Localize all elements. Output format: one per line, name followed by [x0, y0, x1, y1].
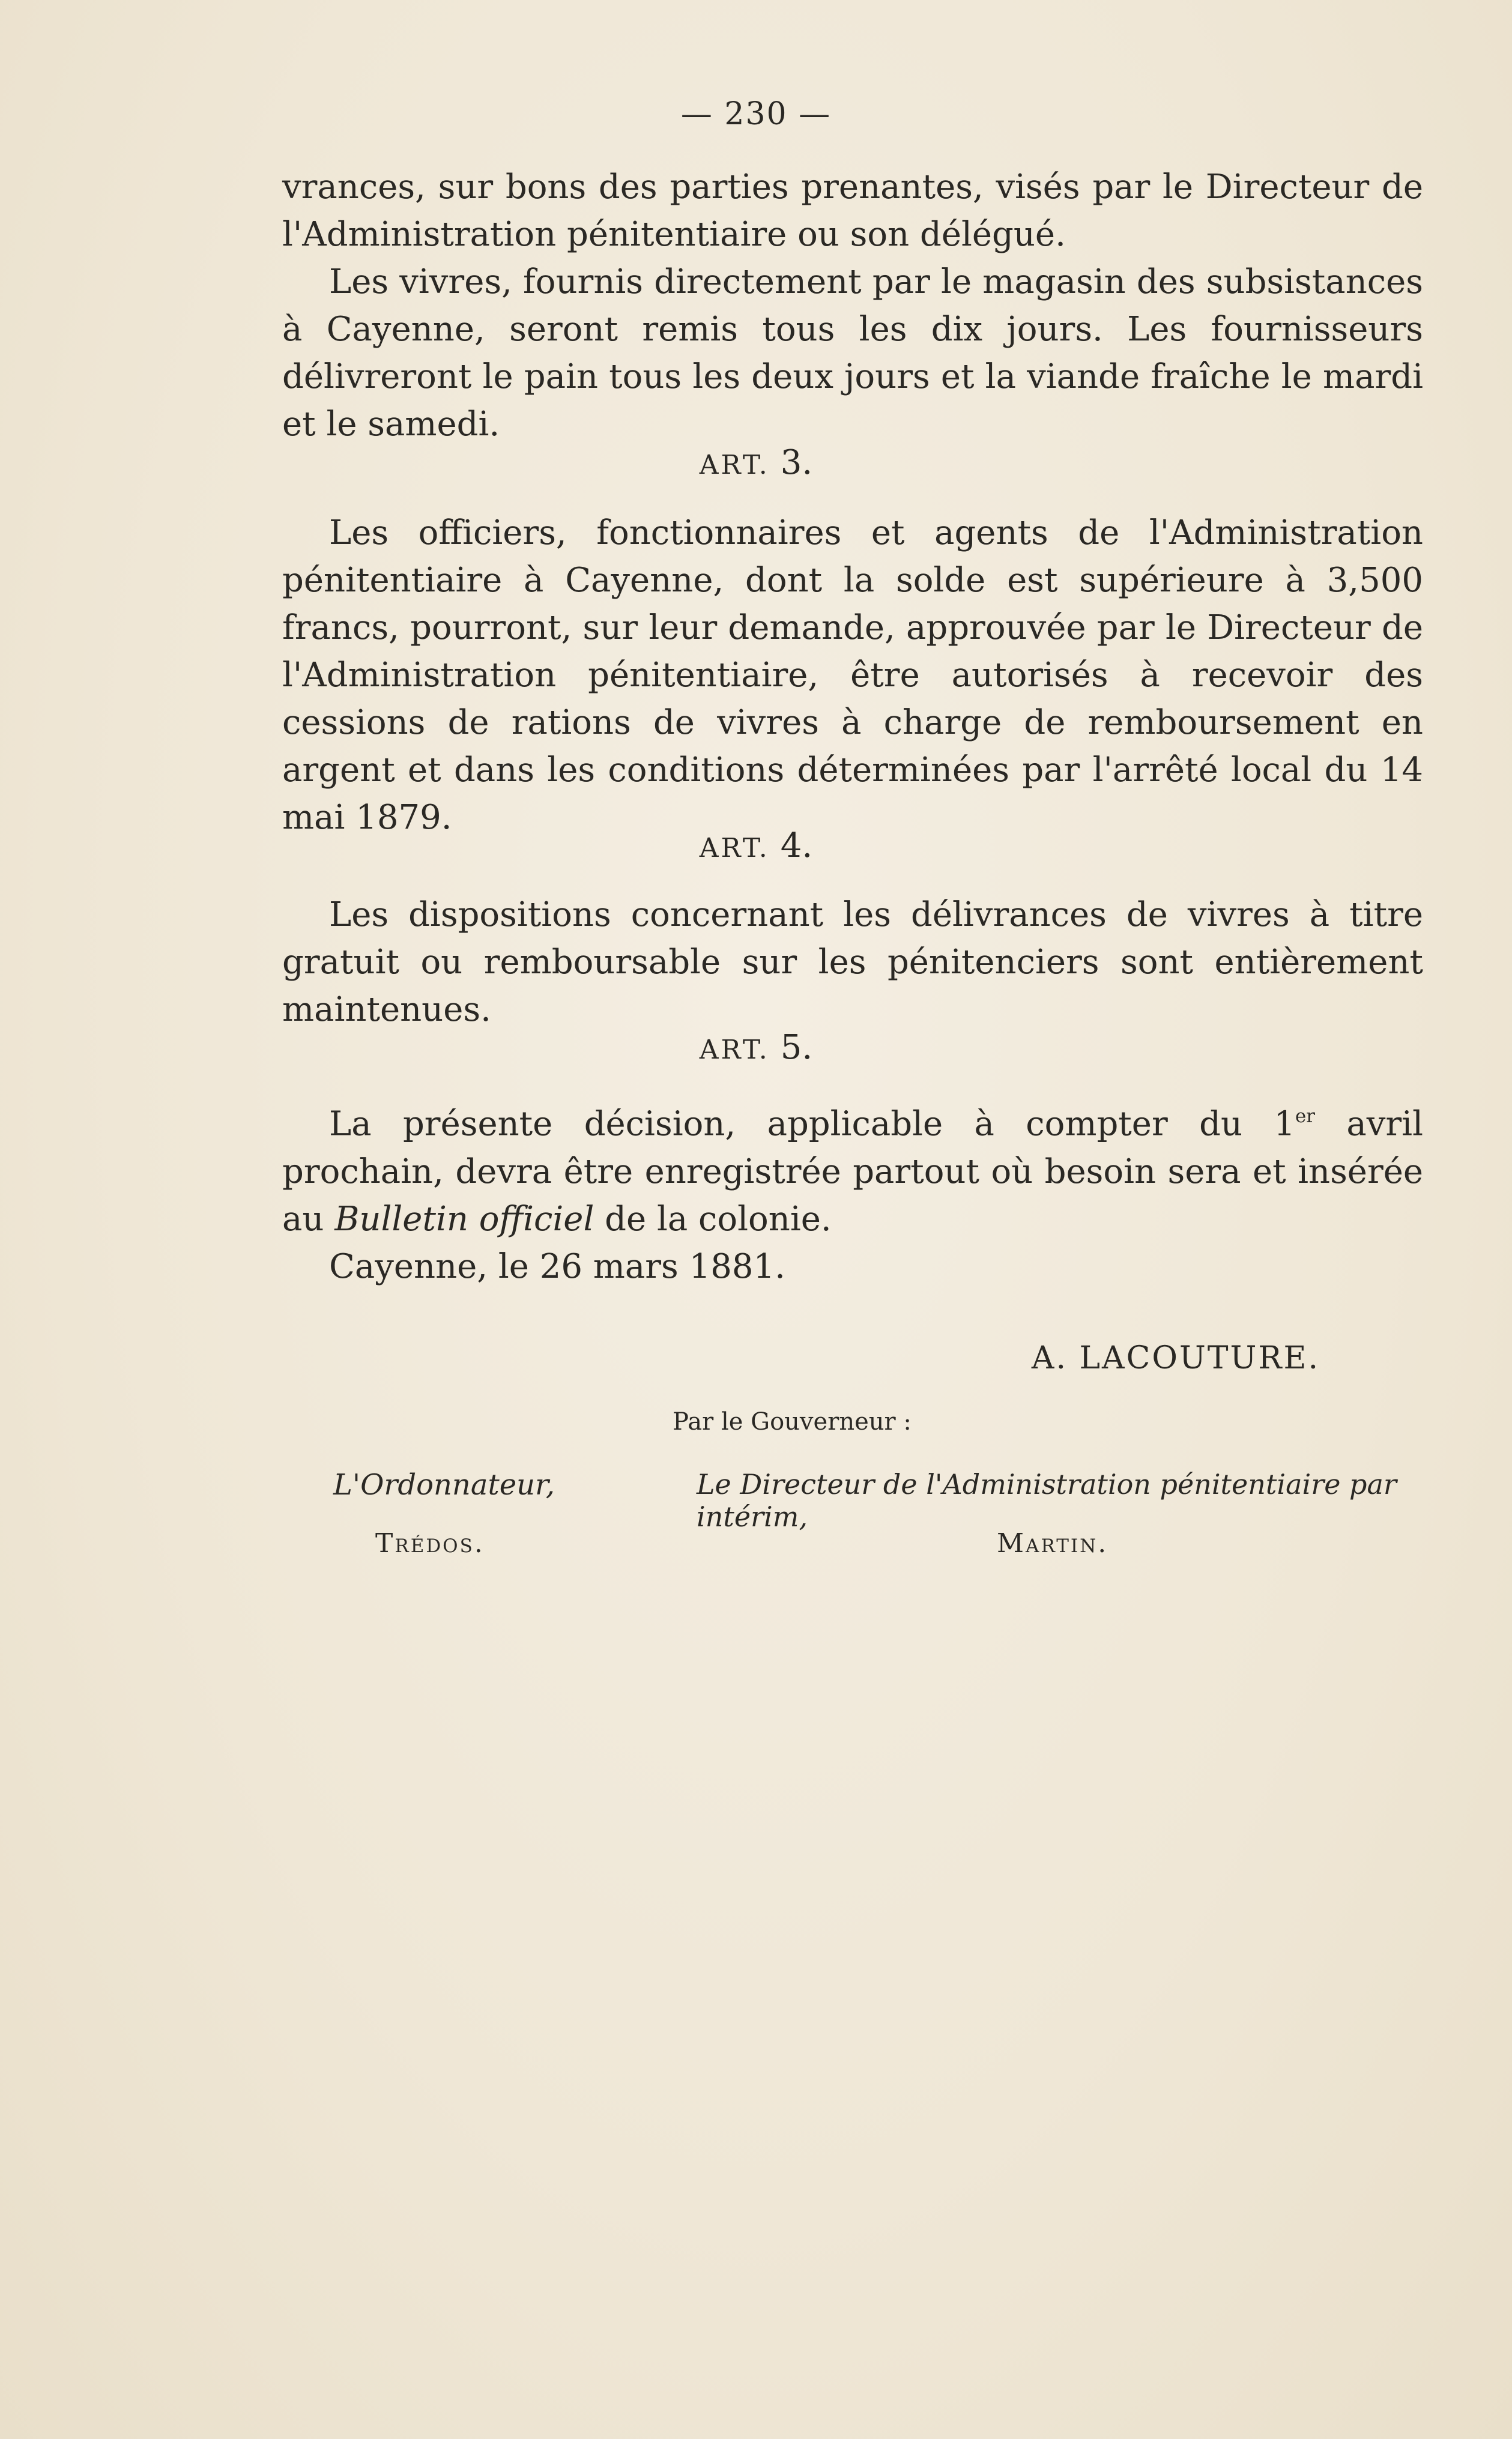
bulletin-officiel-italic: Bulletin officiel [334, 1199, 594, 1239]
article-4-heading [0, 826, 1512, 865]
place-date: Cayenne, le 26 mars 1881. [329, 1247, 785, 1286]
article-5-label: ART. [699, 1035, 770, 1065]
article-5-text-part: avril prochain, devra être enregistrée partout où besoin sera et insérée au [282, 1104, 1423, 1239]
article-3-heading [0, 443, 1512, 482]
article-5-text-part: La présente décision, applicable à compter du 1 [329, 1104, 1296, 1144]
article-5-superscript: er [1295, 1105, 1315, 1127]
continuation-paragraph: vrances, sur bons des parties prenantes, visés par le Directeur de l'Administration pénitentiaire ou son délégué. [282, 168, 1423, 254]
ordonnateur-title: L'Ordonnateur, [333, 1468, 555, 1502]
article-3-text: Les officiers, fonctionnaires et agents de l'Administration pénitentiaire à Cayenne, dont la solde est supérieure à 3,500 francs, pourront, sur leur demande, approuvée par le Directeur de l'Administration pénitentiaire, être autorisés à recevoir des cessions de rations de vivres à charge de remboursement en argent et dans les conditions déterminées par l'arrêté local du 14 mai 1879. [282, 513, 1423, 837]
article-5-body [282, 1093, 1423, 1290]
article-4-text: Les dispositions concernant les délivrances de vivres à titre gratuit ou remboursable sur les pénitenciers sont entièrement maintenues. [282, 895, 1423, 1029]
par-le-gouverneur: Par le Gouverneur : [673, 1408, 912, 1436]
article-5-number: 5. [780, 1028, 813, 1067]
directeur-name: Martin. [997, 1528, 1108, 1559]
article-3-body [282, 509, 1423, 841]
article-5-text [282, 1093, 1423, 1243]
page-number: — 230 — [680, 96, 832, 132]
article-3-label: ART. [699, 450, 770, 480]
vivres-paragraph: Les vivres, fournis directement par le magasin des subsistances à Cayenne, seront remis tous les dix jours. Les fournisseurs délivreront le pain tous les deux jours et la viande fraîche le mardi et le samedi. [282, 262, 1423, 444]
article-4-number: 4. [780, 826, 813, 865]
article-5-text-part: de la colonie. [594, 1199, 832, 1239]
signature-lacouture: A. LACOUTURE. [1031, 1340, 1320, 1376]
directeur-title: Le Directeur de l'Administration pénitentiaire par intérim, [697, 1468, 1397, 1533]
text-block-intro [282, 163, 1423, 448]
article-3-number: 3. [780, 443, 813, 482]
article-4-label: ART. [699, 833, 770, 863]
ordonnateur-name: Trédos. [375, 1528, 485, 1559]
article-4-body [282, 891, 1423, 1033]
article-5-heading [0, 1028, 1512, 1067]
